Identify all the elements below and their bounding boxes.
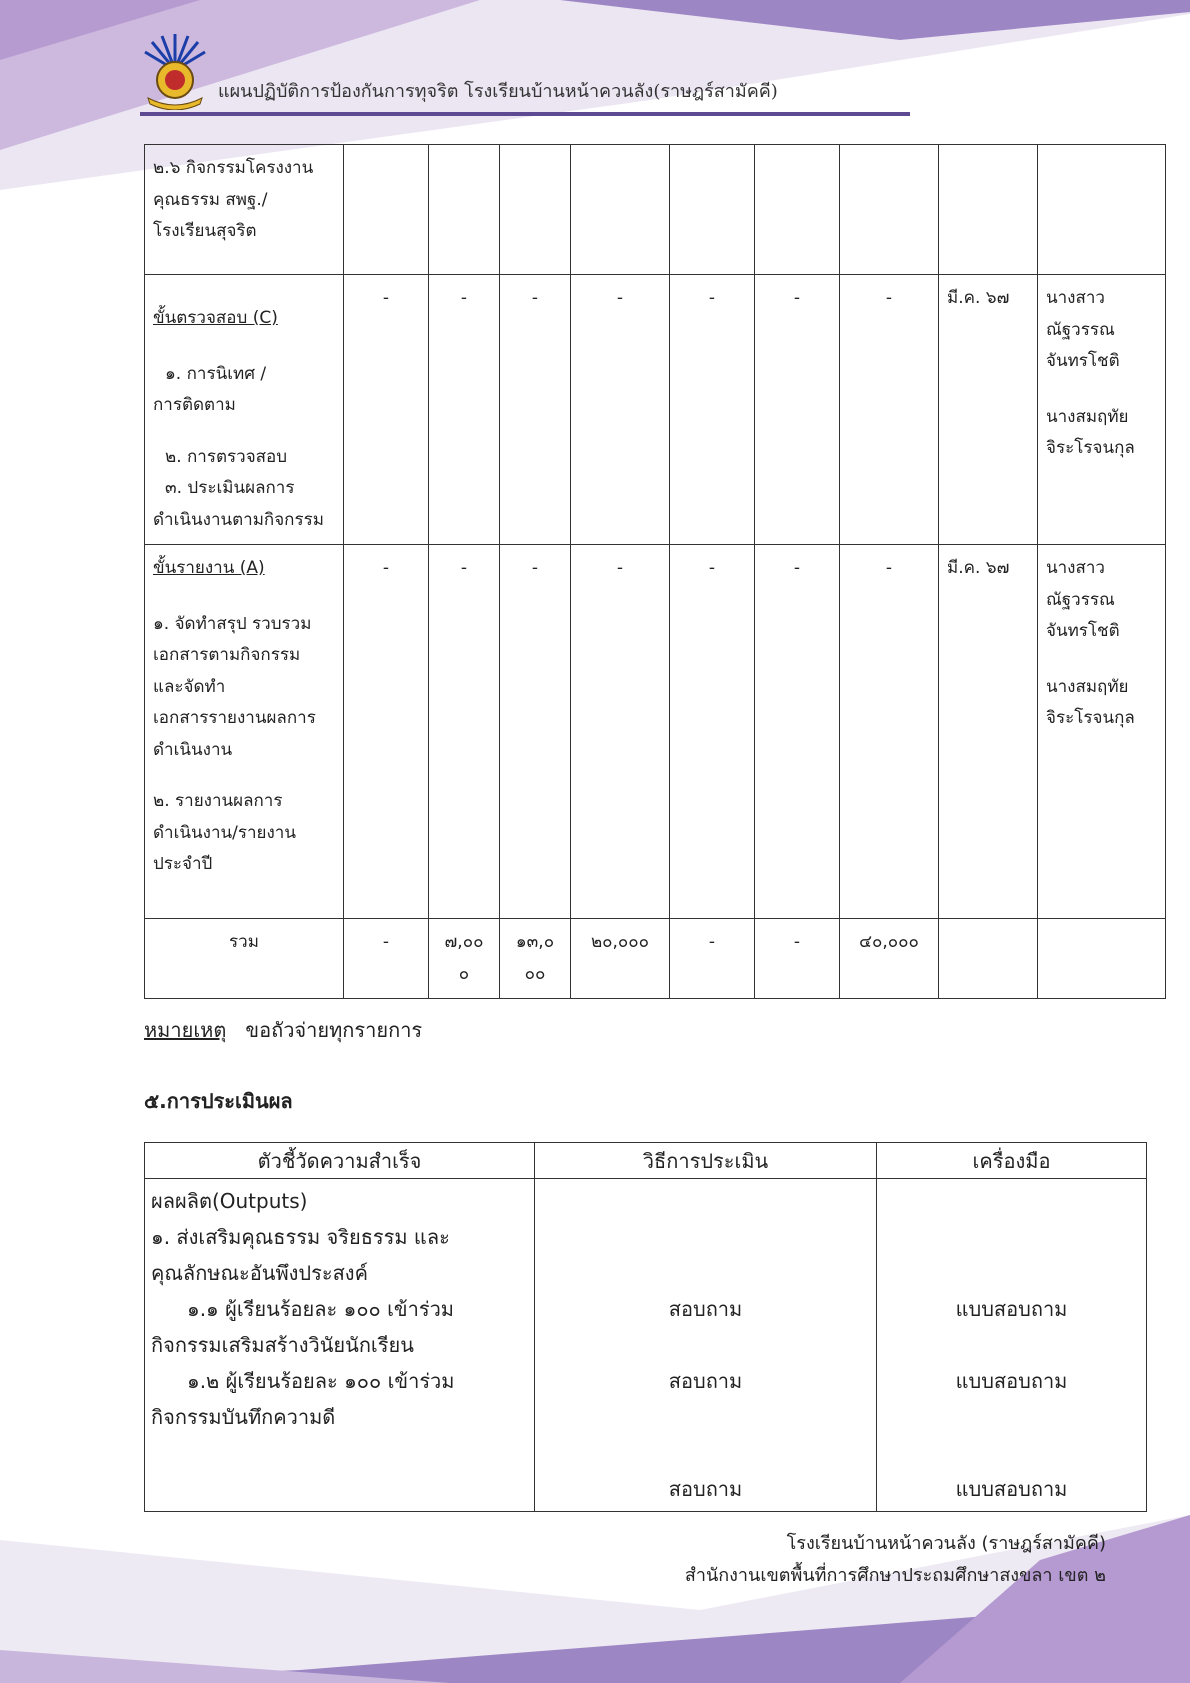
responsible-cell: นางสาว ณัฐวรรณ จันทรโชติ นางสมฤทัย จิระโรจนกุล [1038, 545, 1166, 919]
report-heading: ขั้นรายงาน (A) [153, 558, 265, 578]
table-row-total: รวม - ๗,๐๐ ๐ ๑๓,๐ ๐๐ ๒๐,๐๐๐ - - ๔๐,๐๐๐ [145, 919, 1166, 999]
table-row-check: ขั้นตรวจสอบ (C) ๑. การนิเทศ / การติดตาม ๒. การตรวจสอบ ๓. ประเมินผลการ ดำเนินงานตามกิจกรรม - - - - - - - มี.ค. ๖๗ นางสาว ณัฐวรรณ จันทรโชติ นางสมฤทัย จิระโรจนกุล [145, 275, 1166, 545]
report-step-cell: ขั้นรายงาน (A) ๑. จัดทำสรุป รวบรวม เอกสารตามกิจกรรม และจัดทำ เอกสารรายงานผลการ ดำเนินงาน ๒. รายงานผลการ ดำเนินงาน/รายงาน ประจำปี [145, 545, 344, 919]
page-header [140, 30, 920, 120]
check-step-cell: ขั้นตรวจสอบ (C) ๑. การนิเทศ / การติดตาม ๒. การตรวจสอบ ๓. ประเมินผลการ ดำเนินงานตามกิจกรรม [145, 275, 344, 545]
activity-cell: ๒.๖ กิจกรรมโครงงาน คุณธรรม สพฐ./ โรงเรียนสุจริต [145, 145, 344, 275]
header-title: แผนปฏิบัติการป้องกันการทุจริต โรงเรียนบ้านหน้าควนลัง(ราษฎร์สามัคคี) [218, 81, 778, 102]
evaluation-table [144, 1142, 1147, 1512]
plan-table [144, 144, 1166, 999]
check-heading: ขั้นตรวจสอบ (C) [153, 308, 278, 328]
tool-cell: แบบสอบถาม แบบสอบถาม แบบสอบถาม [877, 1179, 1147, 1512]
method-cell: สอบถาม สอบถาม สอบถาม [535, 1179, 877, 1512]
period-cell: มี.ค. ๖๗ [939, 275, 1038, 545]
responsible-cell: นางสาว ณัฐวรรณ จันทรโชติ นางสมฤทัย จิระโรจนกุล [1038, 275, 1166, 545]
note [144, 1014, 422, 1046]
school-logo-icon [140, 30, 210, 110]
footer-school: โรงเรียนบ้านหน้าควนลัง (ราษฎร์สามัคคี) [786, 1533, 1106, 1554]
header-indicator: ตัวชี้วัดความสำเร็จ [145, 1143, 535, 1179]
indicator-cell: ผลผลิต(Outputs) ๑. ส่งเสริมคุณธรรม จริยธรรม และ คุณลักษณะอันพึงประสงค์ ๑.๑ ผู้เรียนร้อยละ ๑๐๐ เข้าร่วม กิจกรรมเสริมสร้างวินัยนักเรียน ๑.๒ ผู้เรียนร้อยละ ๑๐๐ เข้าร่วม กิจกรรมบันทึกความดี [145, 1179, 535, 1512]
section-title: ๕.การประเมินผล [144, 1089, 293, 1113]
header-tool: เครื่องมือ [877, 1143, 1147, 1179]
evaluation-row [145, 1179, 1147, 1512]
period-cell: มี.ค. ๖๗ [939, 545, 1038, 919]
table-row-activity [145, 145, 1166, 275]
total-label: รวม [145, 919, 344, 999]
note-text: ขอถัวจ่ายทุกรายการ [245, 1018, 423, 1042]
table-row-report: ขั้นรายงาน (A) ๑. จัดทำสรุป รวบรวม เอกสารตามกิจกรรม และจัดทำ เอกสารรายงานผลการ ดำเนินงาน ๒. รายงานผลการ ดำเนินงาน/รายงาน ประจำปี - - - - - - - มี.ค. ๖๗ นางสาว ณัฐวรรณ จันทรโชติ นางสมฤทัย จิระโรจนกุล [145, 545, 1166, 919]
footer-office: สำนักงานเขตพื้นที่การศึกษาประถมศึกษาสงขลา เขต ๒ [684, 1565, 1106, 1586]
header-divider [140, 112, 910, 116]
header-method: วิธีการประเมิน [535, 1143, 877, 1179]
evaluation-header-row [145, 1143, 1147, 1179]
note-label: หมายเหตุ [144, 1018, 227, 1042]
